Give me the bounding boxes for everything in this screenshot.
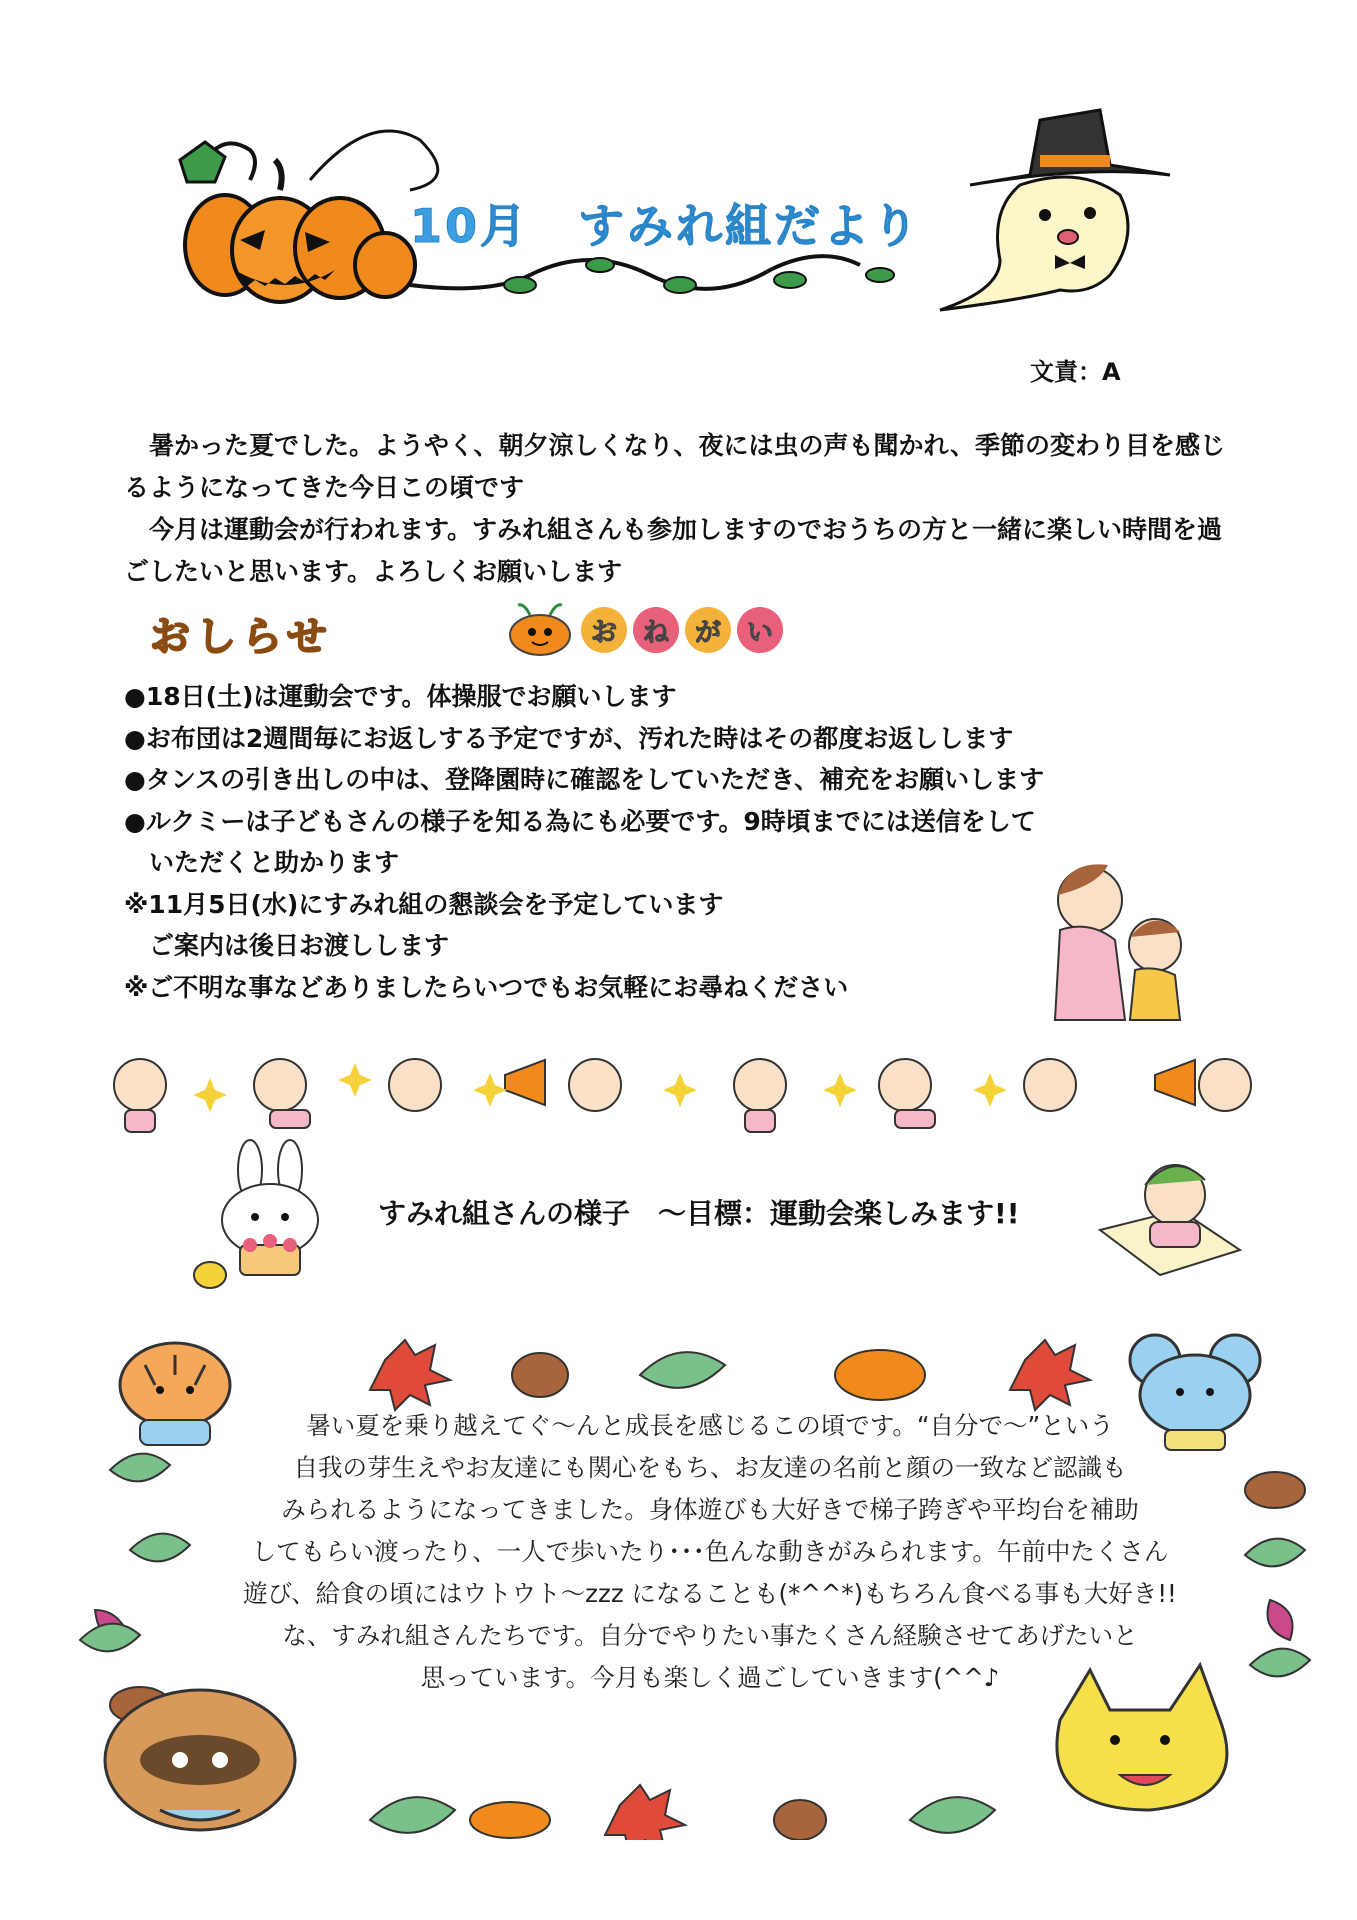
list-item: ※ご不明な事などありましたらいつでもお気軽にお尋ねください xyxy=(124,972,849,1002)
list-item: ※11月5日(水)にすみれ組の懇談会を予定しています xyxy=(124,889,724,919)
list-item: いただくと助かります xyxy=(124,848,400,877)
list-item: ●18日(土)は運動会です。体操服でお願いします xyxy=(124,682,677,711)
onegai-char: い xyxy=(737,607,783,653)
intro-text xyxy=(124,425,1244,593)
baby-border-icon xyxy=(105,1035,1275,1150)
class-section-text xyxy=(220,1405,1200,1699)
intro-paragraph: 今月は運動会が行われます。すみれ組さんも参加しますのでおうちの方と一緒に楽しい時間を過ごしたいと思います。よろしくお願いします xyxy=(124,515,1223,586)
list-item: ご案内は後日お渡しします xyxy=(124,931,450,960)
witch-ghost-icon xyxy=(930,95,1230,325)
class-text-line: 遊び、給食の頃にはウトウト～zzz になることも(*^^*)もちろん食べる事も大好き!! xyxy=(243,1579,1177,1608)
list-item: ●タンスの引き出しの中は、登降園時に確認をしていただき、補充をお願いします xyxy=(124,765,1045,794)
author-credit: 文責：A xyxy=(1030,358,1121,386)
rabbit-icon xyxy=(190,1135,350,1300)
onegai-heading xyxy=(505,600,783,660)
tanuki-icon xyxy=(105,1690,295,1830)
mother-baby-icon xyxy=(1030,855,1210,1035)
class-text-line: してもらい渡ったり、一人で歩いたり･･･色んな動きがみられます。午前中たくさん xyxy=(251,1537,1169,1566)
class-text-line: 暑い夏を乗り越えてぐ～んと成長を感じるこの頃です。“自分で～”という xyxy=(306,1411,1114,1440)
class-section-heading: すみれ組さんの様子 ～目標：運動会楽しみます!! xyxy=(378,1197,1020,1230)
onegai-char: お xyxy=(581,607,627,653)
tiger-icon xyxy=(120,1343,230,1445)
onegai-char: ね xyxy=(633,607,679,653)
intro-paragraph: 暑かった夏でした。ようやく、朝夕涼しくなり、夜には虫の声も聞かれ、季節の変わり目を感じるようになってきた今日この頃です xyxy=(124,431,1226,502)
onegai-char: が xyxy=(685,607,731,653)
list-item: ●ルクミーは子どもさんの様子を知る為にも必要です。9時頃までには送信をして xyxy=(124,806,1036,836)
class-text-line: 自我の芽生えやお友達にも関心をもち、お友達の名前と顔の一致など認識も xyxy=(293,1453,1127,1482)
ant-icon xyxy=(505,600,575,660)
baby-futon-icon xyxy=(1090,1150,1250,1280)
class-text-line: みられるようになってきました。身体遊びも大好きで梯子跨ぎや平均台を補助 xyxy=(281,1495,1139,1524)
class-text-line: 思っています。今月も楽しく過ごしていきます(^^♪ xyxy=(420,1663,1000,1692)
page-title: 10月 すみれ組だより xyxy=(410,199,922,253)
list-item: ●お布団は2週間毎にお返しする予定ですが、汚れた時はその都度お返しします xyxy=(124,723,1014,753)
notice-list xyxy=(124,676,1174,1008)
class-text-line: な、すみれ組さんたちです。自分でやりたい事たくさん経験させてあげたいと xyxy=(282,1621,1138,1650)
oshirase-heading: おしらせ xyxy=(150,614,333,660)
